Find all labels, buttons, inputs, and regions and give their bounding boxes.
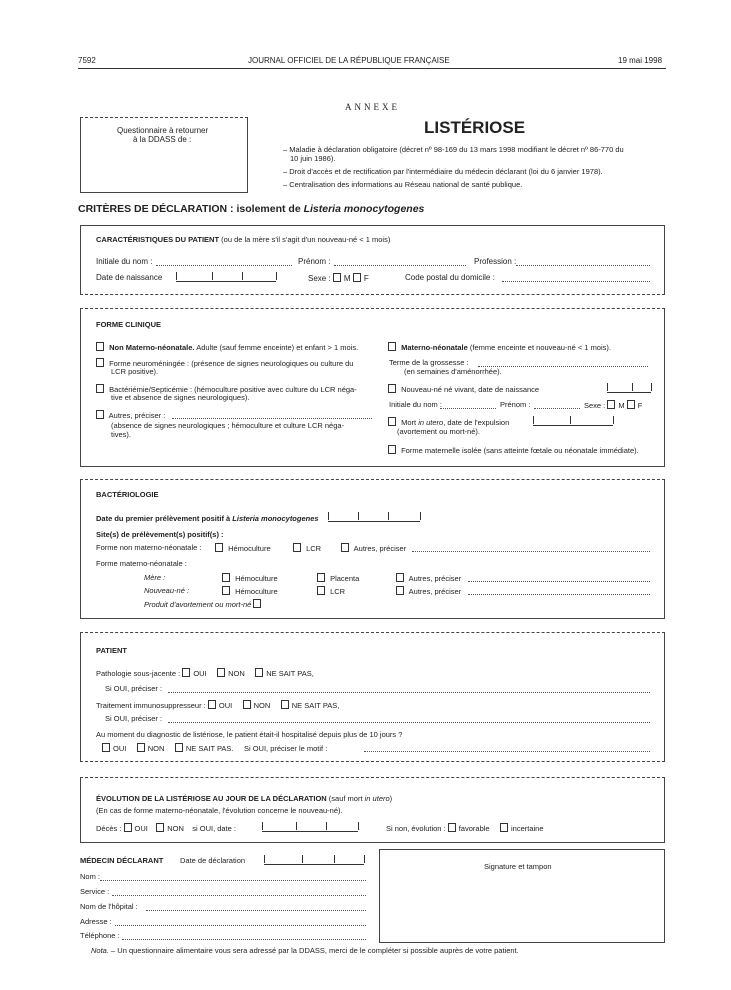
tick xyxy=(358,822,359,830)
autres3: tives). xyxy=(111,430,132,439)
tick xyxy=(262,822,263,830)
tick xyxy=(420,512,421,520)
placenta-checkbox[interactable] xyxy=(317,573,325,582)
telephone-label: Téléphone : xyxy=(80,931,120,940)
nouveau-ne: Nouveau-né né vivant, date de naissance xyxy=(388,384,539,394)
autres-1-field[interactable] xyxy=(412,551,650,552)
profession-field[interactable] xyxy=(516,265,650,266)
patient-chars-title: CARACTÉRISTIQUES DU PATIENT (ou de la mère s'il s'agit d'un nouveau-né < 1 mois) xyxy=(96,235,391,244)
non-materno-bact: Forme non materno-néonatale : xyxy=(96,543,202,552)
bullet-2: – Droit d'accès et de rectification par l'intermédiaire du médecin déclarant (loi du 6 janvier 1978). xyxy=(283,167,603,176)
sexe-f-checkbox[interactable] xyxy=(353,273,361,282)
deces-date-field[interactable] xyxy=(262,822,358,832)
sexe-m-checkbox[interactable] xyxy=(333,273,341,282)
nom-label: Nom : xyxy=(80,872,101,881)
trait-nsp-checkbox[interactable] xyxy=(281,700,289,709)
tick xyxy=(651,383,652,391)
autres-mere-field[interactable] xyxy=(468,581,650,582)
telephone-field[interactable] xyxy=(122,939,366,940)
neuro: Forme neuroméningée : (présence de signes neurologiques ou culture du xyxy=(96,358,353,368)
bact2: tive et absence de signes neurologiques). xyxy=(111,393,250,402)
tick xyxy=(334,855,335,863)
prenom-label: Prénom : xyxy=(298,257,331,266)
hemo-nn-checkbox[interactable] xyxy=(222,586,230,595)
hemo-1: Hémoculture xyxy=(215,543,271,553)
sites: Site(s) de prélèvement(s) positif(s) : xyxy=(96,530,224,539)
tick xyxy=(632,383,633,391)
patho-oui-checkbox[interactable] xyxy=(182,668,190,677)
tick xyxy=(176,272,177,280)
mort-date-field[interactable] xyxy=(533,416,613,426)
annexe-label: ANNEXE xyxy=(345,102,400,112)
postal-label: Code postal du domicile : xyxy=(405,273,495,282)
nota: Nota. – Un questionnaire alimentaire vous sera adressé par la DDASS, merci de le compléter si possible auprès de votre patient. xyxy=(91,946,519,955)
materno-bact: Forme materno-néonatale : xyxy=(96,559,187,568)
nom-field[interactable] xyxy=(100,880,366,881)
criteria-heading: CRITÈRES DE DÉCLARATION : isolement de Listeria monocytogenes xyxy=(78,203,425,215)
terme: Terme de la grossesse : xyxy=(389,358,469,367)
nn-f-checkbox[interactable] xyxy=(627,400,635,409)
journal-title: JOURNAL OFFICIEL DE LA RÉPUBLIQUE FRANÇAISE xyxy=(248,56,450,65)
nn-prenom-field[interactable] xyxy=(534,408,580,409)
autres: Autres, préciser : xyxy=(96,410,165,420)
tick xyxy=(607,383,608,391)
nn-m-checkbox[interactable] xyxy=(607,400,615,409)
incertaine-checkbox[interactable] xyxy=(500,823,508,832)
tick xyxy=(570,416,571,424)
mort-checkbox[interactable] xyxy=(388,417,396,426)
nouveau-ne-checkbox[interactable] xyxy=(388,384,396,393)
tick xyxy=(212,272,213,280)
tick xyxy=(242,272,243,280)
initials-label: Initiale du nom : xyxy=(96,257,153,266)
autres-nn: Autres, préciser xyxy=(396,586,461,596)
bullet-1: – Maladie à déclaration obligatoire (décret nº 98-169 du 13 mars 1998 modifiant le décret nº 86-770 du xyxy=(283,145,624,154)
terme2: (en semaines d'aménorrhée). xyxy=(404,367,502,376)
signature-label: Signature et tampon xyxy=(484,862,552,871)
materno: Materno-néonatale (femme enceinte et nouveau-né < 1 mois). xyxy=(388,342,611,352)
autres-1-checkbox[interactable] xyxy=(341,543,349,552)
non-materno-checkbox[interactable] xyxy=(96,342,104,351)
terme-field[interactable] xyxy=(478,366,648,367)
bact: Bactériémie/Septicémie : (hémoculture positive avec culture du LCR néga- xyxy=(96,384,357,394)
bullet-3: – Centralisation des informations au Réseau national de santé publique. xyxy=(283,180,523,189)
favorable-checkbox[interactable] xyxy=(448,823,456,832)
autres-nn-checkbox[interactable] xyxy=(396,586,404,595)
evolution-note: (En cas de forme materno-néonatale, l'évolution concerne le nouveau-né). xyxy=(96,806,343,815)
nn-date-field[interactable] xyxy=(607,383,651,393)
autres-1: Autres, préciser xyxy=(341,543,406,553)
forme-maternelle-checkbox[interactable] xyxy=(388,445,396,454)
tick xyxy=(358,512,359,520)
hopital-label: Nom de l'hôpital : xyxy=(80,902,138,911)
tick xyxy=(388,512,389,520)
trait-si-oui: Si OUI, préciser : xyxy=(105,714,163,723)
autres-mere-checkbox[interactable] xyxy=(396,573,404,582)
deces-non-checkbox[interactable] xyxy=(156,823,164,832)
tick xyxy=(613,416,614,424)
lcr-nn: LCR xyxy=(317,586,345,596)
hospital-answers: OUI NON NE SAIT PAS. Si OUI, préciser le motif : xyxy=(102,743,327,753)
tick xyxy=(296,822,297,830)
medecin-date-field[interactable] xyxy=(264,855,364,865)
bullet-1b: 10 juin 1986). xyxy=(290,154,336,163)
service-field[interactable] xyxy=(112,895,366,896)
journal-date: 19 mai 1998 xyxy=(618,56,663,65)
tick xyxy=(264,855,265,863)
deces: Décès : OUI NON si OUI, date : xyxy=(96,824,237,833)
hospital-question: Au moment du diagnostic de listériose, le patient était-il hospitalisé depuis plus de 10 jours ? xyxy=(96,730,403,739)
neuro2: LCR positive). xyxy=(111,367,159,376)
patient-title: PATIENT xyxy=(96,646,127,655)
placenta: Placenta xyxy=(317,573,359,583)
lcr-nn-checkbox[interactable] xyxy=(317,586,325,595)
produit-checkbox[interactable] xyxy=(253,599,261,608)
dob-label: Date de naissance xyxy=(96,273,163,282)
hopital-field[interactable] xyxy=(146,910,366,911)
postal-field[interactable] xyxy=(502,281,650,282)
forme-title: FORME CLINIQUE xyxy=(96,320,161,329)
lcr-1: LCR xyxy=(293,543,321,553)
patho: Pathologie sous-jacente : OUI NON NE SAIT PAS, xyxy=(96,669,314,678)
patho-non-checkbox[interactable] xyxy=(217,668,225,677)
bacterio-date: Date du premier prélèvement positif à Listeria monocytogenes xyxy=(96,514,319,523)
trait-field[interactable] xyxy=(168,722,650,723)
hosp-oui-checkbox[interactable] xyxy=(102,743,110,752)
autres2: (absence de signes neurologiques ; hémoculture et culture LCR néga- xyxy=(111,421,345,430)
medecin-title: MÉDECIN DÉCLARANT xyxy=(80,856,164,865)
materno-checkbox[interactable] xyxy=(388,342,396,351)
lcr-1-checkbox[interactable] xyxy=(293,543,301,552)
initials-field[interactable] xyxy=(156,265,292,266)
nouveau-ne-label: Nouveau-né : xyxy=(144,586,190,595)
trait-oui-checkbox[interactable] xyxy=(208,700,216,709)
header-rule xyxy=(78,68,666,69)
prenom-field[interactable] xyxy=(334,265,466,266)
tick xyxy=(326,822,327,830)
hemo-mere: Hémoculture xyxy=(222,573,278,583)
adresse-label: Adresse : xyxy=(80,917,112,926)
traitement: Traitement immunosuppresseur : OUI NON NE SAIT PAS, xyxy=(96,701,340,710)
return-line2: à la DDASS de : xyxy=(133,135,192,144)
autres-field[interactable] xyxy=(172,418,372,419)
nn-initiale-field[interactable] xyxy=(440,408,496,409)
nn-prenom: Prénom : xyxy=(500,400,531,409)
dob-field[interactable] xyxy=(176,272,276,282)
patho-si-oui: Si OUI, préciser : xyxy=(105,684,163,693)
hemo-mere-checkbox[interactable] xyxy=(222,573,230,582)
evolution-title: ÉVOLUTION DE LA LISTÉRIOSE AU JOUR DE LA DÉCLARATION (sauf mort in utero) xyxy=(96,794,393,803)
page-number: 7592 xyxy=(78,56,96,65)
bacterio-date-field[interactable] xyxy=(328,512,420,522)
profession-label: Profession : xyxy=(474,257,517,266)
produit: Produit d'avortement ou mort-né xyxy=(144,599,264,609)
tick xyxy=(302,855,303,863)
bact-checkbox[interactable] xyxy=(96,384,104,393)
patho-nsp-checkbox[interactable] xyxy=(255,668,263,677)
patho-field[interactable] xyxy=(168,692,650,693)
forme-maternelle: Forme maternelle isolée (sans atteinte fœtale ou néonatale immédiate). xyxy=(388,445,639,455)
neuro-checkbox[interactable] xyxy=(96,358,104,367)
hemo-nn: Hémoculture xyxy=(222,586,278,596)
mort3: (avortement ou mort-né). xyxy=(397,427,480,436)
tick xyxy=(533,416,534,424)
nn-initiale: Initiale du nom : xyxy=(389,400,442,409)
mere-label: Mère : xyxy=(144,573,166,582)
tick xyxy=(364,855,365,863)
tick xyxy=(276,272,277,280)
sexe-line: Sexe : M F xyxy=(308,274,369,283)
deces-oui-checkbox[interactable] xyxy=(124,823,132,832)
si-non: Si non, évolution : favorable incertaine xyxy=(386,824,544,833)
autres-mere: Autres, préciser xyxy=(396,573,461,583)
non-materno: Non Materno-néonatale. Adulte (sauf femme enceinte) et enfant > 1 mois. xyxy=(96,342,358,352)
trait-non-checkbox[interactable] xyxy=(243,700,251,709)
adresse-field[interactable] xyxy=(115,925,366,926)
motif-field[interactable] xyxy=(364,751,650,752)
document-title: LISTÉRIOSE xyxy=(424,118,526,137)
service-label: Service : xyxy=(80,887,110,896)
bacterio-title: BACTÉRIOLOGIE xyxy=(96,490,159,499)
autres-nn-field[interactable] xyxy=(468,594,650,595)
autres-checkbox[interactable] xyxy=(96,410,104,419)
return-line1: Questionnaire à retourner xyxy=(117,126,209,135)
nn-sexe: Sexe : M F xyxy=(584,401,643,410)
mort: Mort in utero, date de l'expulsion xyxy=(388,417,509,427)
tick xyxy=(328,512,329,520)
hemo-1-checkbox[interactable] xyxy=(215,543,223,552)
hosp-non-checkbox[interactable] xyxy=(137,743,145,752)
medecin-date: Date de déclaration xyxy=(180,856,246,865)
hosp-nsp-checkbox[interactable] xyxy=(175,743,183,752)
